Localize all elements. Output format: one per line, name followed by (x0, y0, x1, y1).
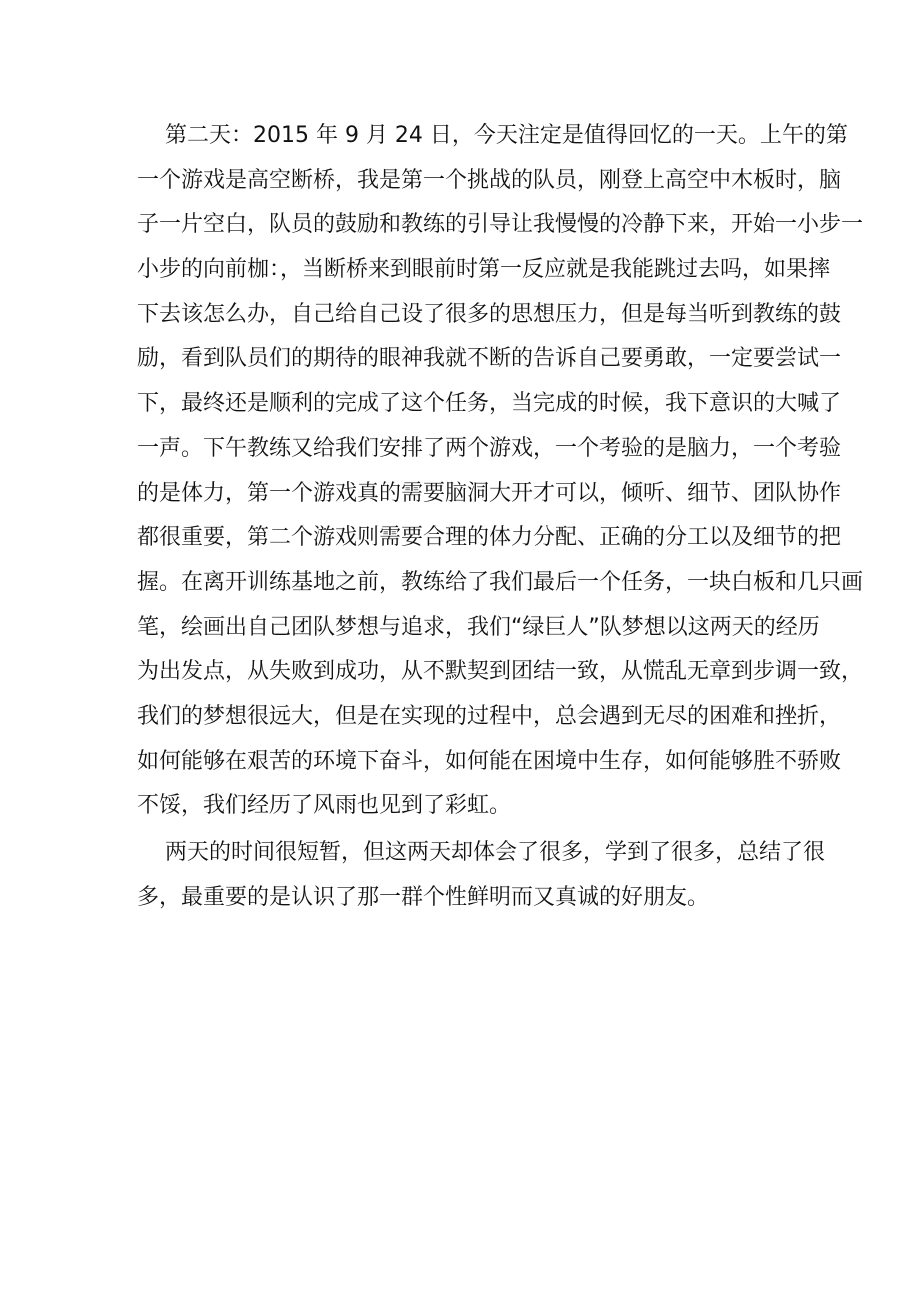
text-line: 如何能够在艰苦的环境下奋斗，如何能在困境中生存，如何能够胜不骄败 (137, 748, 842, 774)
text-line: 第二天：2015 年 9 月 24 日，今天注定是值得回忆的一天。上午的第 (137, 123, 848, 148)
text-line: 为出发点，从失败到成功，从不默契到团结一致，从慌乱无章到步调一致， (137, 659, 864, 685)
text-line: 一声。下午教练又给我们安排了两个游戏，一个考验的是脑力，一个考验 (137, 435, 842, 461)
text-line: 都很重要，第二个游戏则需要合理的体力分配、正确的分工以及细节的把 (137, 525, 842, 551)
text-line: 的是体力，第一个游戏真的需要脑洞大开才可以，倾听、细节、团队协作 (137, 480, 842, 506)
text-line: 握。在离开训练基地之前，教练给了我们最后一个任务，一块白板和几只画 (137, 569, 864, 595)
paragraph-day-two (137, 114, 864, 829)
paragraph-summary (137, 831, 825, 920)
text-line: 两天的时间很短暂，但这两天却体会了很多，学到了很多，总结了很 (137, 840, 825, 865)
text-line: 励，看到队员们的期待的眼神我就不断的告诉自己要勇敢，一定要尝试一 (137, 346, 842, 372)
text-line: 多，最重要的是认识了那一群个性鲜明而又真诚的好朋友。 (137, 884, 710, 910)
document-body (137, 114, 864, 920)
text-line: 小步的向前枷：，当断桥来到眼前时第一反应就是我能跳过去吗，如果摔 (137, 257, 831, 283)
text-line: 下，最终还是顺利的完成了这个任务，当完成的时候，我下意识的大喊了 (137, 391, 842, 417)
text-line: 笔，绘画出自己团队梦想与追求，我们“绿巨人”队梦想以这两天的经历 (137, 614, 820, 640)
text-line: 不馁，我们经历了风雨也见到了彩虹。 (137, 793, 512, 819)
text-line: 子一片空白，队员的鼓励和教练的引导让我慢慢的冷静下来，开始一小步一 (137, 212, 864, 238)
text-line: 一个游戏是高空断桥，我是第一个挑战的队员，刚登上高空中木板时，脑 (137, 167, 842, 193)
text-line: 下去该怎么办，自己给自己设了很多的思想压力，但是每当听到教练的鼓 (137, 301, 842, 327)
text-line: 我们的梦想很远大，但是在实现的过程中，总会遇到无尽的困难和挫折， (137, 703, 842, 729)
